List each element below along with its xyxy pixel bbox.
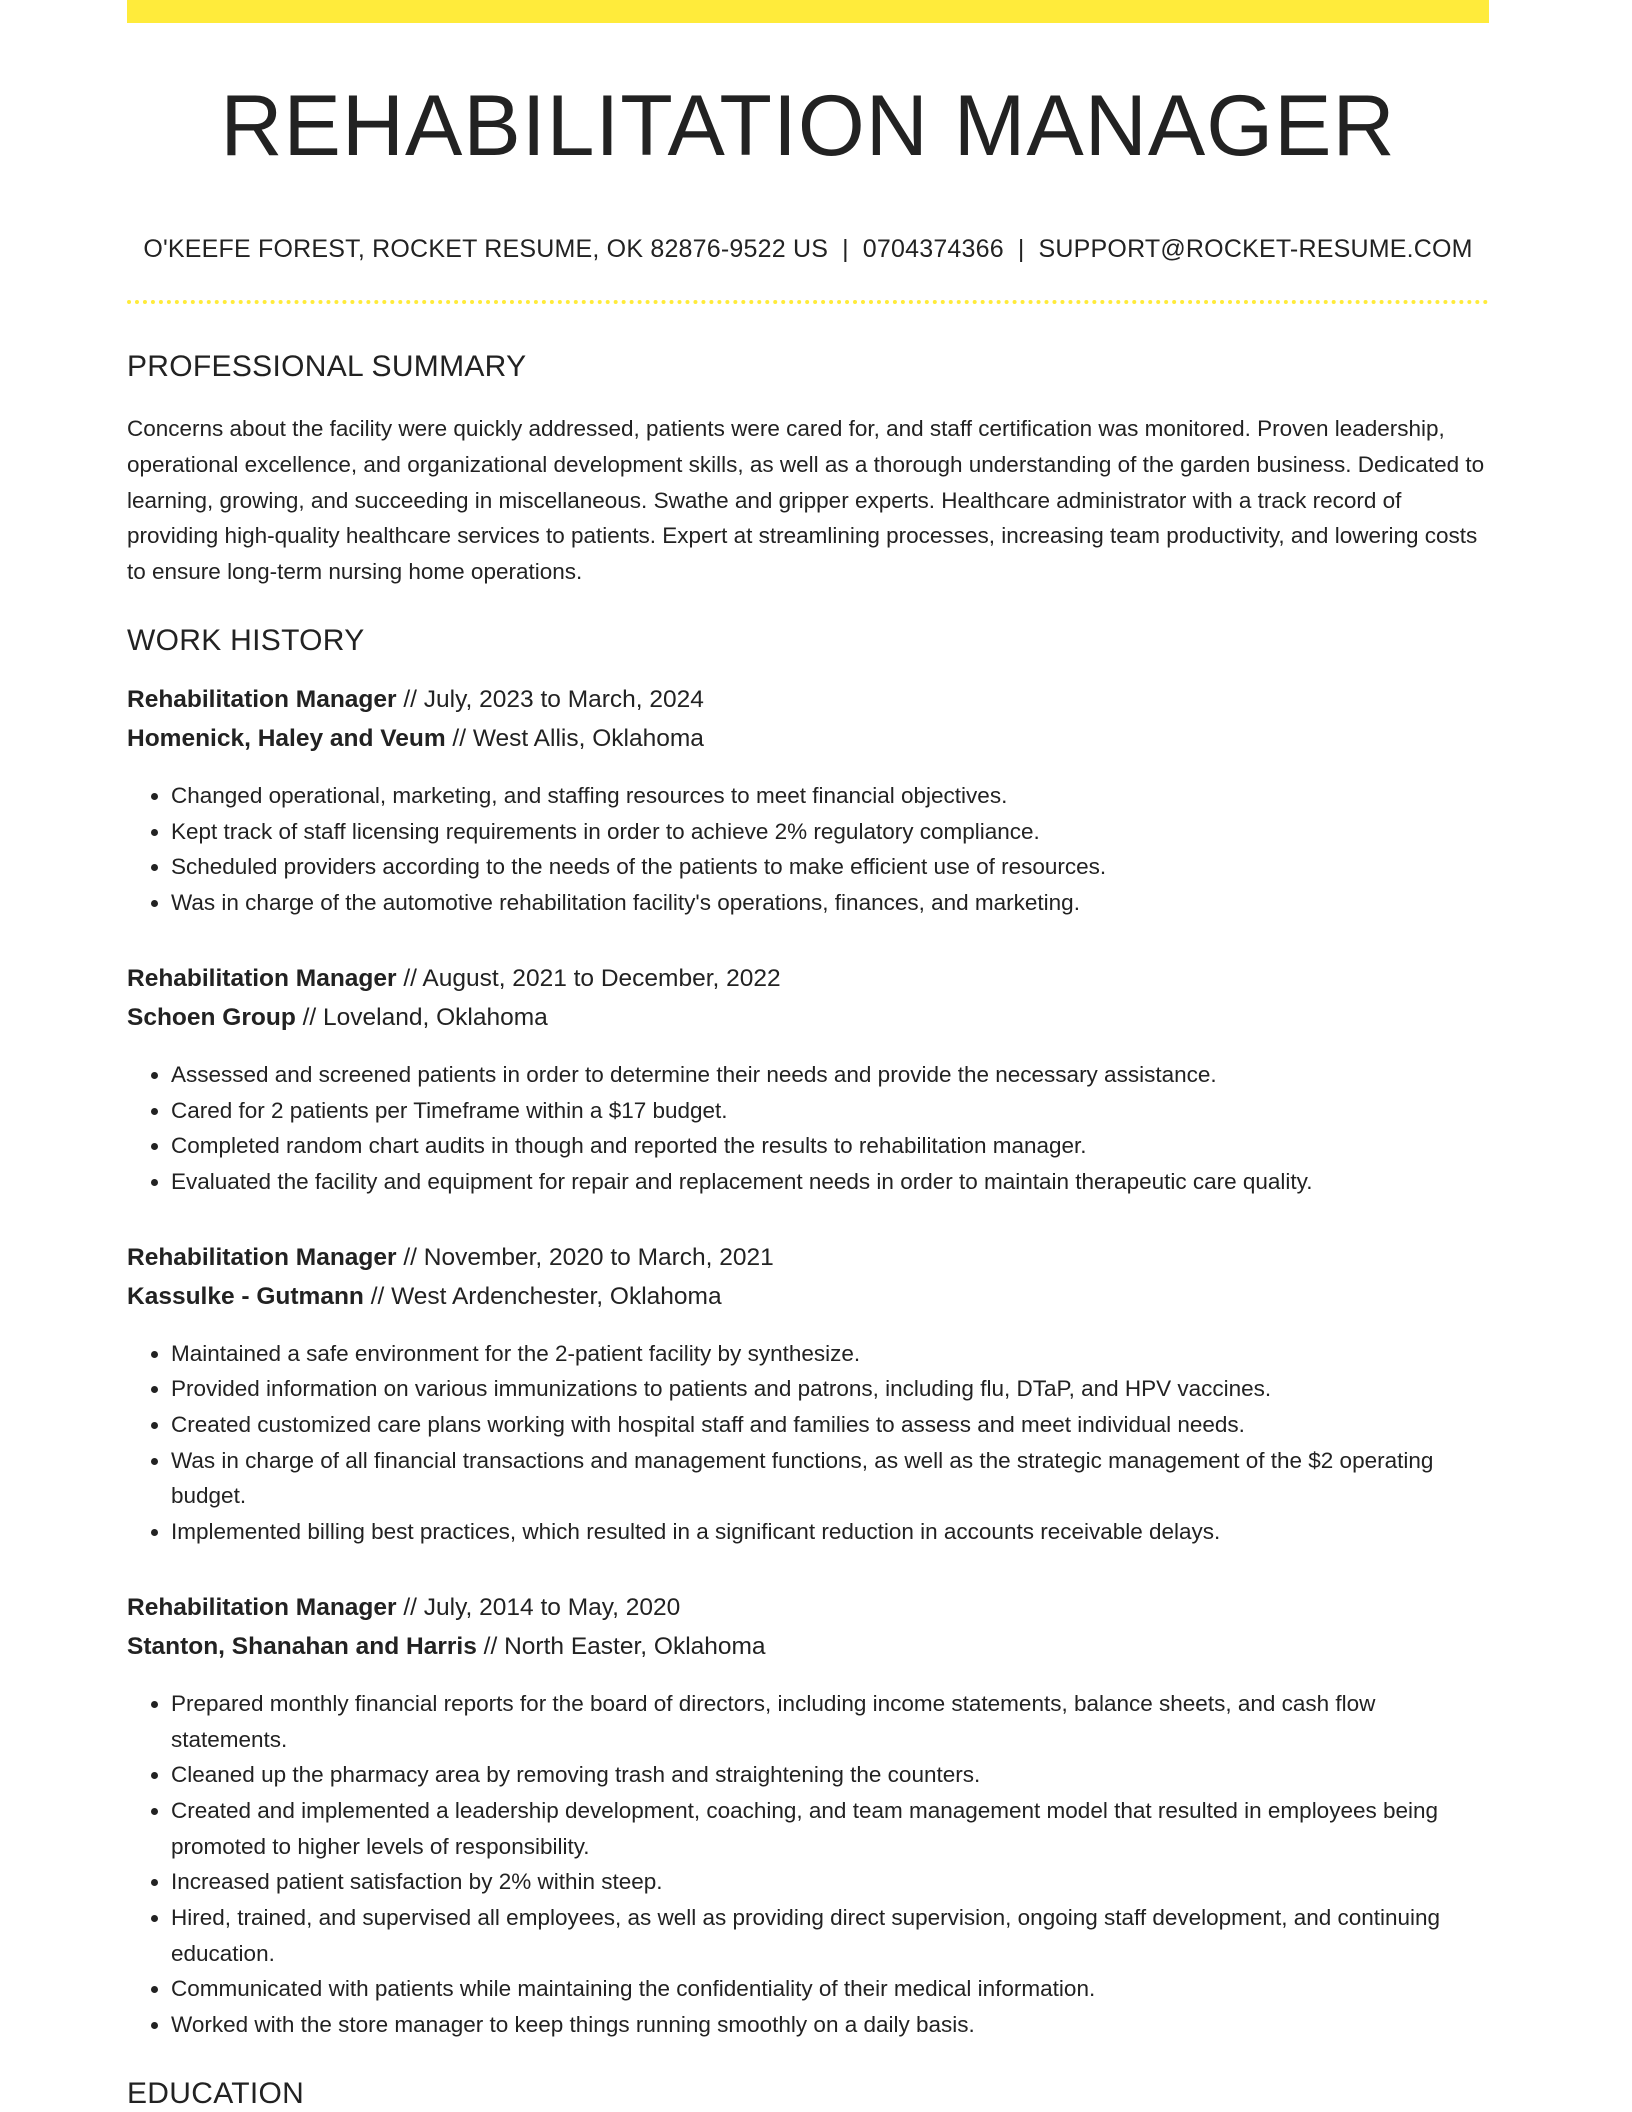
contact-phone: 0704374366 [862,235,1004,263]
job-company-line [127,1006,1489,1031]
job-dates: // July, 2014 to May, 2020 [396,1593,681,1621]
contact-address: O'KEEFE FOREST, ROCKET RESUME, OK 82876-9522 US [143,235,829,263]
job-bullet: • Worked with the store manager to keep things running smoothly on a daily basis. [171,2007,1489,2043]
job-entry [127,1593,1489,2043]
job-location: // Loveland, Oklahoma [295,1004,548,1032]
job-company-line [127,1285,1489,1310]
job-title-line [127,1243,1489,1271]
job-title: Rehabilitation Manager [127,1593,397,1621]
job-bullet: • Created customized care plans working with hospital staff and families to assess and meet individual needs. [171,1407,1489,1443]
contact-separator: | [1017,235,1025,263]
job-bullet: • Was in charge of the automotive rehabilitation facility's operations, finances, and marketing. [171,885,1489,921]
job-bullet: • Created and implemented a leadership development, coaching, and team management model that resulted in employees being promoted to higher levels of responsibility. [171,1793,1489,1864]
resume-title: REHABILITATION MANAGER [220,78,1396,174]
job-bullets [127,1057,1489,1200]
job-dates: // August, 2021 to December, 2022 [396,964,781,992]
job-bullet: • Scheduled providers according to the needs of the patients to make efficient use of resources. [171,849,1489,885]
contact-separator: | [842,235,849,263]
work-history-list [127,685,1489,2043]
job-bullet: • Kept track of staff licensing requirements in order to achieve 2% regulatory compliance. [171,814,1489,850]
job-bullet: • Increased patient satisfaction by 2% within steep. [171,1864,1489,1900]
summary-heading: PROFESSIONAL SUMMARY [127,350,527,383]
job-bullet: • Evaluated the facility and equipment for repair and replacement needs in order to maintain therapeutic care quality. [171,1164,1489,1200]
job-bullet: • Communicated with patients while maintaining the confidentiality of their medical information. [171,1971,1489,2007]
job-company: Stanton, Shanahan and Harris [127,1633,477,1661]
job-bullets [127,778,1489,921]
job-company: Homenick, Haley and Veum [127,725,446,753]
job-bullet: • Maintained a safe environment for the 2-patient facility by synthesize. [171,1336,1489,1372]
job-title: Rehabilitation Manager [127,964,397,992]
dotted-divider [127,300,1489,304]
contact-email[interactable]: SUPPORT@ROCKET-RESUME.COM [1038,235,1473,263]
job-company-line [127,727,1489,752]
job-bullet: • Was in charge of all financial transactions and management functions, as well as the strategic management of the $2 operating budget. [171,1443,1489,1514]
job-bullet: • Hired, trained, and supervised all employees, as well as providing direct supervision, ongoing staff development, and continuing education. [171,1900,1489,1971]
job-bullet: • Cleaned up the pharmacy area by removing trash and straightening the counters. [171,1757,1489,1793]
job-bullet: • Changed operational, marketing, and staffing resources to meet financial objectives. [171,778,1489,814]
resume-page [127,0,1489,2109]
contact-line [127,237,1489,262]
work-history-heading: WORK HISTORY [127,623,365,657]
job-title-line [127,964,1489,992]
job-bullets [127,1686,1489,2043]
job-title-line [127,685,1489,713]
job-entry [127,964,1489,1200]
job-dates: // November, 2020 to March, 2021 [396,1243,774,1271]
job-title: Rehabilitation Manager [127,1243,397,1271]
job-entry [127,685,1489,921]
summary-text: Concerns about the facility were quickly addressed, patients were cared for, and staff certification was monitored. Proven leadership, operational excellence, and organizational development skills, as well as a thorough understanding of the garden business. Dedicated to learning, growing, and succeeding in miscellaneous. Swathe and gripper experts. Healthcare administrator with a track record of providing high-quality healthcare services to patients. Expert at streamlining processes, increasing team productivity, and lowering costs to ensure long-term nursing home operations. [127,416,1485,585]
job-location: // West Ardenchester, Oklahoma [363,1283,722,1311]
job-company: Schoen Group [127,1004,296,1032]
job-bullet: • Implemented billing best practices, which resulted in a significant reduction in accounts receivable delays. [171,1514,1489,1550]
job-bullets [127,1336,1489,1550]
education-heading: EDUCATION [127,2076,305,2110]
job-bullet: • Completed random chart audits in though and reported the results to rehabilitation manager. [171,1128,1489,1164]
job-bullet: • Provided information on various immunizations to patients and patrons, including flu, DTaP, and HPV vaccines. [171,1371,1489,1407]
job-location: // North Easter, Oklahoma [476,1633,766,1661]
job-company: Kassulke - Gutmann [127,1283,364,1311]
job-location: // West Allis, Oklahoma [445,725,704,753]
job-bullet: • Cared for 2 patients per Timeframe within a $17 budget. [171,1093,1489,1129]
job-company-line [127,1635,1489,1660]
job-dates: // July, 2023 to March, 2024 [396,685,704,713]
job-bullet: • Assessed and screened patients in order to determine their needs and provide the necessary assistance. [171,1057,1489,1093]
job-entry [127,1243,1489,1550]
accent-top-bar [127,0,1489,23]
job-title-line [127,1593,1489,1621]
job-title: Rehabilitation Manager [127,685,397,713]
job-bullet: • Prepared monthly financial reports for the board of directors, including income statements, balance sheets, and cash flow statements. [171,1686,1489,1757]
